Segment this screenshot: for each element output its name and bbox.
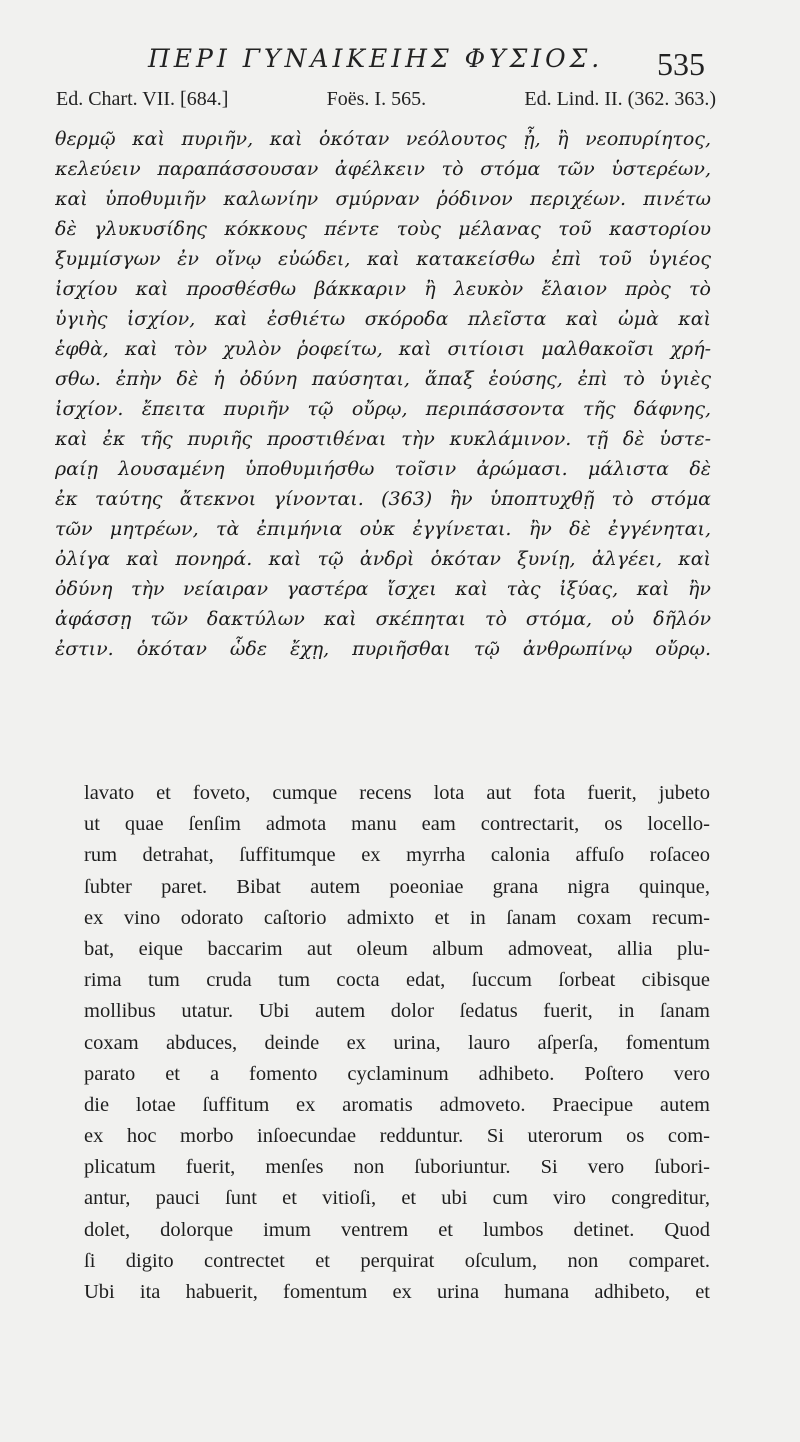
greek-line: καὶ ὑποθυμιῆν καλωνίην σμύρναν ῥόδινον περιχέων. πινέτω [55,188,711,210]
edition-references [56,88,716,111]
latin-text-block [84,778,710,1308]
greek-line: δὲ γλυκυσίδης κόκκους πέντε τοὺς μέλανας τοῦ καστορίου [55,218,711,240]
greek-line: ἑφθὰ, καὶ τὸν χυλὸν ῥοφείτω, καὶ σιτίοισι μαλθακοῖσι χρή- [55,338,711,360]
greek-text-block [55,124,711,664]
greek-line: κελεύειν παραπάσσουσαν ἀφέλκειν τὸ στόμα τῶν ὑστερέων, [55,158,711,180]
latin-line: ſubter paret. Bibat autem poeoniae grana nigra quinque, [84,875,710,898]
greek-line: ἰσχίου καὶ προσθέσθω βάκκαριν ἢ λευκὸν ἔλαιον πρὸς τὸ [55,278,711,300]
latin-line: plicatum fuerit, menſes non ſuboriuntur. Si vero ſubori- [84,1156,710,1179]
latin-line: antur, pauci ſunt et vitioſi, et ubi cum viro congreditur, [84,1187,710,1210]
latin-line: ſi digito contrectet et perquirat oſculum, non comparet. [84,1249,710,1272]
latin-line: ex hoc morbo inſoecundae redduntur. Si uterorum os com- [84,1125,710,1148]
greek-line: σθω. ἐπὴν δὲ ἡ ὀδύνη παύσηται, ἅπαξ ἑούσης, ἐπὶ τὸ ὑγιὲς [55,368,711,390]
greek-line: ὑγιὴς ἰσχίον, καὶ ἐσθιέτω σκόροδα πλεῖστα καὶ ὠμὰ καὶ [55,308,711,330]
latin-line: rum detrahat, ſuffitumque ex myrrha calonia affuſo roſaceo [84,844,710,867]
greek-line: ἐστιν. ὁκόταν ὧδε ἔχῃ, πυριῆσθαι τῷ ἀνθρωπίνῳ οὔρῳ. [55,638,711,660]
edition-ref-foes: Foës. I. 565. [326,88,427,110]
latin-line: parato et a fomento cyclaminum adhibeto. Poſtero vero [84,1062,710,1085]
greek-line: ὀδύνη τὴν νείαιραν γαστέρα ἴσχει καὶ τὰς ἰξύας, καὶ ἢν [55,578,711,600]
latin-line: ut quae ſenſim admota manu eam contrectarit, os locello- [84,813,710,836]
latin-line: mollibus utatur. Ubi autem dolor ſedatus fuerit, in ſanam [84,1000,710,1023]
greek-line: ἀφάσσῃ τῶν δακτύλων καὶ σκέπηται τὸ στόμα, οὐ δῆλόν [55,608,711,630]
latin-line: Ubi ita habuerit, fomentum ex urina humana adhibeto, et [84,1281,710,1303]
greek-line: ὀλίγα καὶ πονηρά. καὶ τῷ ἀνδρὶ ὁκόταν ξυνίῃ, ἀλγέει, καὶ [55,548,711,570]
latin-line: lavato et foveto, cumque recens lota aut fota fuerit, jubeto [84,782,710,804]
edition-ref-lind: Ed. Lind. II. (362. 363.) [524,88,716,110]
greek-line: καὶ ἐκ τῆς πυριῆς προστιθέναι τὴν κυκλάμινον. τῇ δὲ ὑστε- [55,428,711,450]
greek-line: ξυμμίσγων ἐν οἴνῳ εὐώδει, καὶ κατακείσθω ἐπὶ τοῦ ὑγιέος [55,248,711,270]
greek-line: ἰσχίον. ἔπειτα πυριῆν τῷ οὔρῳ, περιπάσσοντα τῆς δάφνης, [55,398,711,420]
running-head [0,38,800,84]
greek-line: τῶν μητρέων, τὰ ἐπιμήνια οὐκ ἐγγίνεται. ἢν δὲ ἐγγένηται, [55,518,711,540]
latin-line: coxam abduces, deinde ex urina, lauro aſperſa, fomentum [84,1031,710,1054]
greek-line: θερμῷ καὶ πυριῆν, καὶ ὁκόταν νεόλουτος ᾖ, ἢ νεοπυρίητος, [55,128,711,150]
latin-line: die lotae ſuffitum ex aromatis admoveto. Praecipue autem [84,1093,710,1116]
edition-ref-chart: Ed. Chart. VII. [684.] [56,88,229,110]
latin-line: dolet, dolorque imum ventrem et lumbos detinet. Quod [84,1218,710,1241]
greek-line: ραίῃ λουσαμένη ὑποθυμιήσθω τοῖσιν ἀρώμασι. μάλιστα δὲ [55,458,711,480]
latin-line: bat, eique baccarim aut oleum album admoveat, allia plu- [84,937,710,960]
greek-line: ἐκ ταύτης ἄτεκνοι γίνονται. (363) ἢν ὑποπτυχθῇ τὸ στόμα [55,488,711,510]
running-title: ΠΕΡΙ ΓΥΝΑΙΚΕΙΗΣ ΦΥΣΙΟΣ. [148,44,604,73]
latin-line: ex vino odorato caſtorio admixto et in ſanam coxam recum- [84,906,710,929]
latin-line: rima tum cruda tum cocta edat, ſuccum ſorbeat cibisque [84,969,710,992]
page-number: 535 [657,46,705,82]
